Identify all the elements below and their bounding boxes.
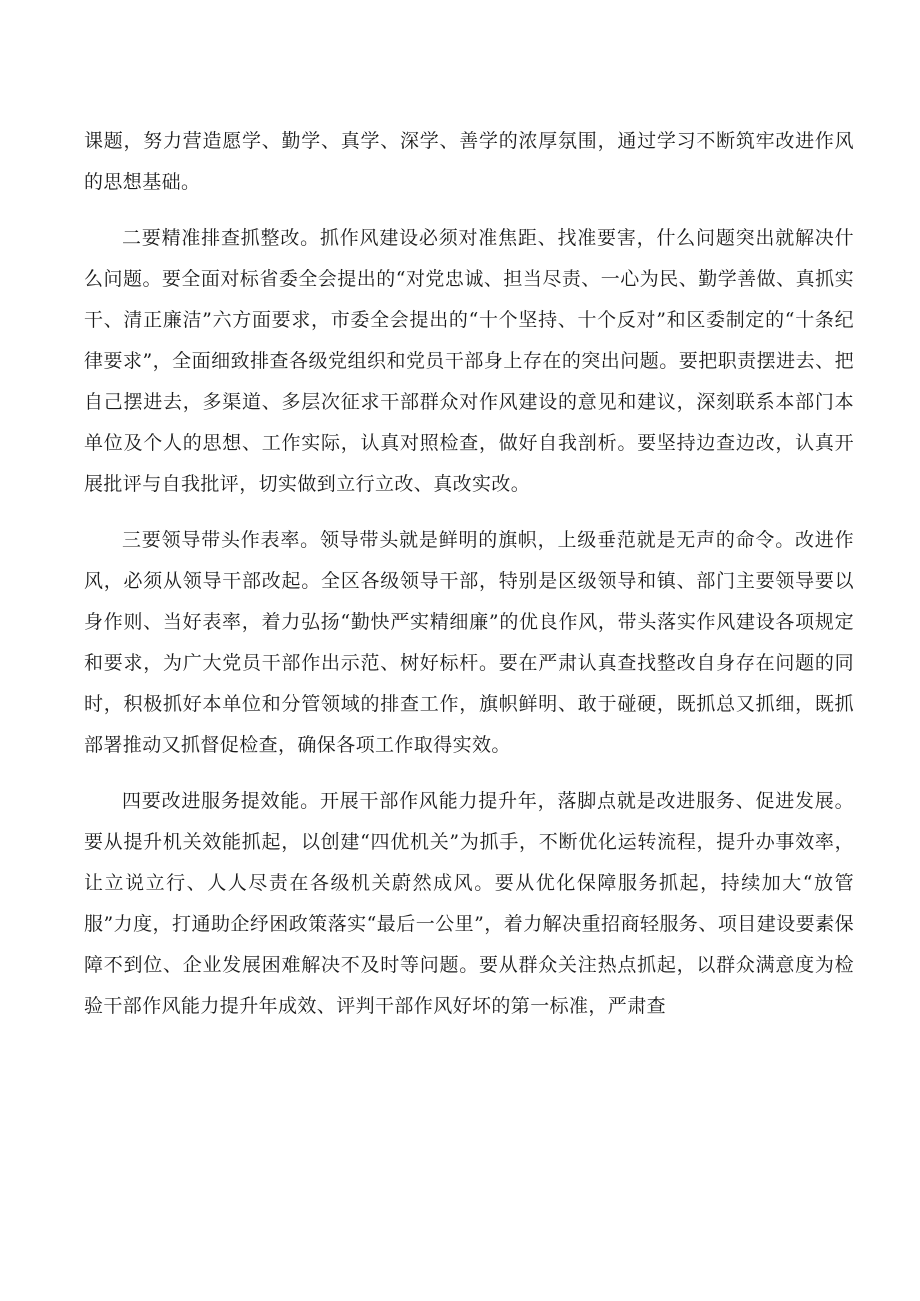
paragraph-continuation: 课题，努力营造愿学、勤学、真学、深学、善学的浓厚氛围，通过学习不断筑牢改进作风的思想基础。 xyxy=(84,130,854,193)
paragraph-leadership-example: 三要领导带头作表率。领导带头就是鲜明的旗帜，上级垂范就是无声的命令。改进作风，必须从领导干部改起。全区各级领导干部，特别是区级领导和镇、部门主要领导要以身作则、当好表率，着力弘扬“勤快严实精细廉”的优良作风，带头落实作风建设各项规定和要求，为广大党员干部作出示范、树好标杆。要在严肃认真查找整改自身存在问题的同时，积极抓好本单位和分管领域的排查工作，旗帜鲜明、敢于碰硬，既抓总又抓细，既抓部署推动又抓督促检查，确保各项工作取得实效。 xyxy=(84,529,854,756)
document-body xyxy=(84,121,854,1027)
paragraph-service-efficiency: 四要改进服务提效能。开展干部作风能力提升年，落脚点就是改进服务、促进发展。要从提升机关效能抓起，以创建“四优机关”为抓手，不断优化运转流程，提升办事效率，让立说立行、人人尽责在各级机关蔚然成风。要从优化保障服务抓起，持续加大“放管服”力度，打通助企纾困政策落实“最后一公里”，着力解决重招商轻服务、项目建设要素保障不到位、企业发展困难解决不及时等问题。要从群众关注热点抓起，以群众满意度为检验干部作风能力提升年成效、评判干部作风好坏的第一标准，严肃查 xyxy=(84,790,854,1017)
paragraph-precise-investigation: 二要精准排查抓整改。抓作风建设必须对准焦距、找准要害，什么问题突出就解决什么问题。要全面对标省委全会提出的“对党忠诚、担当尽责、一心为民、勤学善做、真抓实干、清正廉洁”六方面要求，市委全会提出的“十个坚持、十个反对”和区委制定的“十条纪律要求”，全面细致排查各级党组织和党员干部身上存在的突出问题。要把职责摆进去、把自己摆进去，多渠道、多层次征求干部群众对作风建设的意见和建议，深刻联系本部门本单位及个人的思想、工作实际，认真对照检查，做好自我剖析。要坚持边查边改，认真开展批评与自我批评，切实做到立行立改、真改实改。 xyxy=(84,227,854,495)
